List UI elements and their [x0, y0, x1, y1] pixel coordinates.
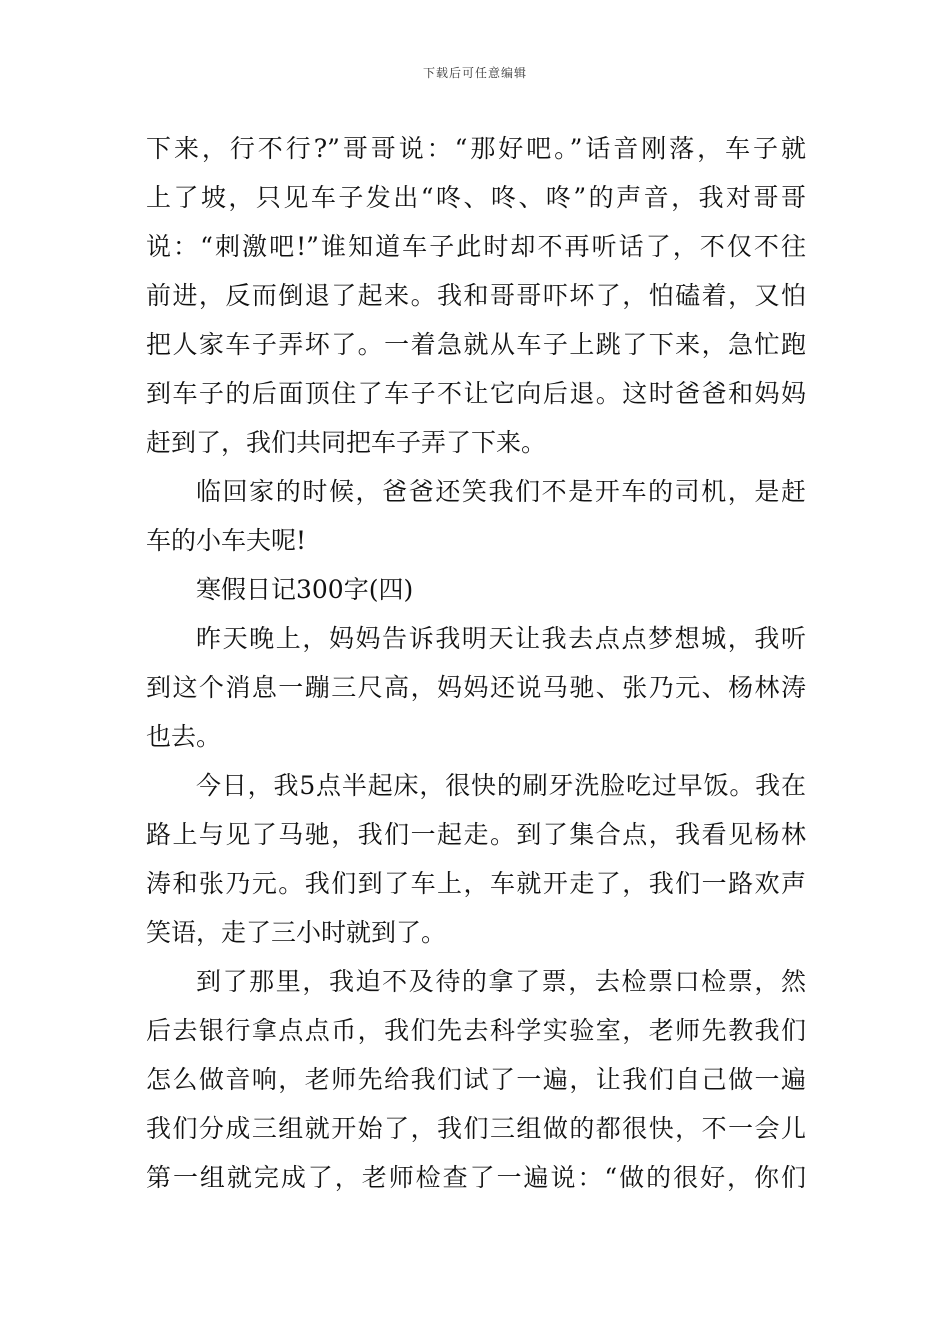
text-line: 也去。	[146, 722, 222, 751]
section-heading: 寒假日记300字(四)	[196, 575, 414, 604]
text-line: 临回家的时候，爸爸还笑我们不是开车的司机，是赶	[196, 477, 806, 506]
text-line: 昨天晚上，妈妈告诉我明天让我去点点梦想城，我听	[196, 624, 806, 653]
paragraph	[146, 614, 806, 761]
text-line: 到车子的后面顶住了车子不让它向后退。这时爸爸和妈妈	[146, 379, 806, 408]
text-line: 到这个消息一蹦三尺高，妈妈还说马驰、张乃元、杨林涛	[146, 673, 806, 702]
paragraph	[146, 124, 806, 467]
paragraph	[146, 467, 806, 565]
text-line: 笑语，走了三小时就到了。	[146, 918, 447, 947]
text-line: 前进，反而倒退了起来。我和哥哥吓坏了，怕磕着，又怕	[146, 281, 806, 310]
page-header: 下载后可任意编辑	[422, 66, 527, 80]
paragraph	[146, 761, 806, 957]
text-line: 后去银行拿点点币，我们先去科学实验室，老师先教我们	[146, 1016, 806, 1045]
text-line: 上了坡，只见车子发出“咚、咚、咚”的声音，我对哥哥	[146, 183, 806, 212]
text-line: 到了那里，我迫不及待的拿了票，去检票口检票，然	[196, 967, 806, 996]
text-line: 怎么做音响，老师先给我们试了一遍，让我们自己做一遍	[146, 1065, 806, 1094]
document-body	[146, 124, 806, 1202]
text-line: 涛和张乃元。我们到了车上，车就开走了，我们一路欢声	[146, 869, 806, 898]
text-line: 路上与见了马驰，我们一起走。到了集合点，我看见杨林	[146, 820, 806, 849]
text-line: 今日，我5点半起床，很快的刷牙洗脸吃过早饭。我在	[196, 771, 806, 800]
text-line: 说：“刺激吧!”谁知道车子此时却不再听话了，不仅不往	[146, 232, 806, 261]
paragraph	[146, 957, 806, 1202]
text-line: 把人家车子弄坏了。一着急就从车子上跳了下来，急忙跑	[146, 330, 806, 359]
text-line: 车的小车夫呢!	[146, 526, 307, 555]
text-line: 第一组就完成了，老师检查了一遍说：“做的很好，你们	[146, 1163, 806, 1192]
text-line: 下来，行不行?”哥哥说：“那好吧。”话音刚落，车子就	[146, 134, 806, 163]
text-line: 我们分成三组就开始了，我们三组做的都很快，不一会儿	[146, 1114, 806, 1143]
text-line: 赶到了，我们共同把车子弄了下来。	[146, 428, 547, 457]
